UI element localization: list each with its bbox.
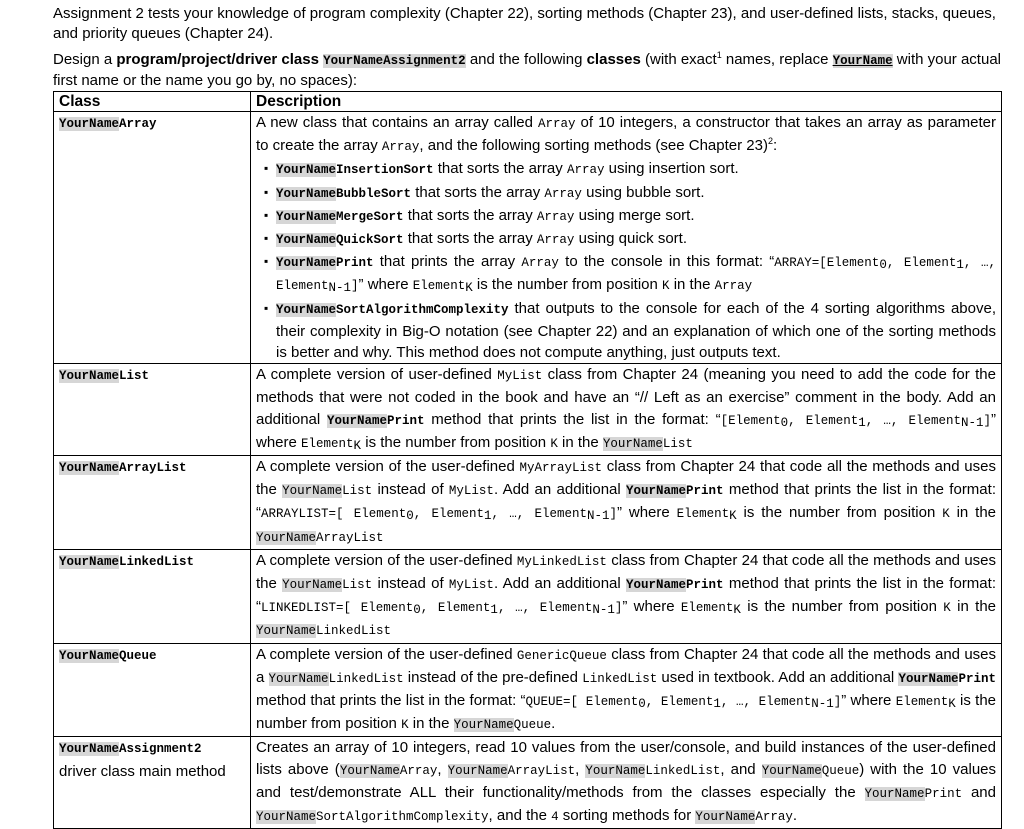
list-item: ▪ YourNameSortAlgorithmComplexity that outputs to the console for each of the 4 sorting algorithms above, their complexity in Big-O notation (see Chapter 22) and an explanation of which one of the sorting methods is better and why. This method does not compute anything, just outputs text. xyxy=(264,298,996,364)
footnote-marker: 1 xyxy=(716,50,722,60)
description-cell: Creates an array of 10 integers, read 10 values from the user/console, and build instances of the user-defined lists above (YourNameArray, YourNameArrayList, YourNameLinkedList, and YourNameQueue) with the 10 values and test/demonstrate ALL their functionality/methods from the classes especially the YourNamePrint and YourNameSortAlgorithmComplexity, and the 4 sorting methods for YourNameArray. xyxy=(251,737,1002,829)
header-class: Class xyxy=(54,92,251,112)
method-list xyxy=(256,158,996,363)
yourname-placeholder: YourName xyxy=(832,54,893,68)
class-cell: YourNameArray xyxy=(54,112,251,364)
table-row xyxy=(54,364,1002,456)
description-cell: A new class that contains an array called Array of 10 integers, a constructor that takes an array as parameter to create the array Array, and the following sorting methods (see Chapter 23)$^2$: ▪ YourNameInsertionSort that sorts the array Array using insertion sort. ▪ YourNameBubbleSort that sorts the array Array using bubble sort. ▪ YourNameMergeSort that sorts the array Array using merge sort. ▪ YourNameQuickSort that sorts the array Array using quick sort. ▪ YourNamePrint that prints the array Array to the console in this format: “ARRAY=[Element$_0$, Element$_1$, …, Element$_{N-1}$]” where Element$_K$ is the number from position K in the Array ▪ YourNameSortAlgorithmComplexity that outputs to the console for each of the 4 sorting algorithms above, their complexity in Big-O notation (see Chapter 22) and an explanation of which one of the sorting methods is better and why. This method does not compute anything, just outputs text. xyxy=(251,112,1002,364)
description-cell: A complete version of the user-defined GenericQueue class from Chapter 24 that code all the methods and uses a YourNameLinkedList instead of the pre-defined LinkedList used in textbook. Add an additional YourNamePrint method that prints the list in the format: “QUEUE=[ Element$_0$, Element$_1$, …, Element$_{N-1}$]” where Element$_K$ is the number from position K in the YourNameQueue. xyxy=(251,643,1002,737)
intro-paragraph: Assignment 2 tests your knowledge of program complexity (Chapter 22), sorting methods (Chapter 23), and user-defined lists, stacks, queues, and priority queues (Chapter 24). xyxy=(53,5,996,42)
list-item: ▪ YourNameInsertionSort that sorts the array Array using insertion sort. xyxy=(264,158,996,181)
list-item: ▪ YourNameMergeSort that sorts the array Array using merge sort. xyxy=(264,205,996,228)
description-cell: A complete version of user-defined MyList class from Chapter 24 (meaning you need to add the code for the methods that were not coded in the book and have an “// Left as an exercise” comment in the body. Add an additional YourNamePrint method that prints the list in the format: “[Element$_0$, Element$_1$, …, Element$_{N-1}$]” where Element$_K$ is the number from position K in the YourNameList xyxy=(251,364,1002,456)
table-row xyxy=(54,112,1002,364)
class-cell: YourNameAssignment2 driver class main method xyxy=(54,737,251,829)
description-cell: A complete version of the user-defined MyArrayList class from Chapter 24 that code all the methods and uses the YourNameList instead of MyList. Add an additional YourNamePrint method that prints the list in the format: “ARRAYLIST=[ Element$_0$, Element$_1$, …, Element$_{N-1}$]” where Element$_K$ is the number from position K in the YourNameArrayList xyxy=(251,456,1002,550)
list-item: ▪ YourNamePrint that prints the array Array to the console in this format: “ARRAY=[Element$_0$, Element$_1$, …, Element$_{N-1}$]” where Element$_K$ is the number from position K in the Array xyxy=(264,251,996,297)
driver-class-name: YourNameAssignment2 xyxy=(323,54,466,68)
class-cell: YourNameLinkedList xyxy=(54,549,251,643)
table-row xyxy=(54,643,1002,737)
design-paragraph: Design a program/project/driver class YourNameAssignment2 and the following classes (with exact$^1$ names, replace YourName with your actual first name or the name you go by, no spaces): xyxy=(53,50,1001,89)
list-item: ▪ YourNameBubbleSort that sorts the array Array using bubble sort. xyxy=(264,182,996,205)
table-header-row xyxy=(54,92,1002,112)
list-item: ▪ YourNameQuickSort that sorts the array Array using quick sort. xyxy=(264,228,996,251)
classes-table xyxy=(53,91,1002,829)
description-cell: A complete version of the user-defined MyLinkedList class from Chapter 24 that code all the methods and uses the YourNameList instead of MyList. Add an additional YourNamePrint method that prints the list in the format: “LINKEDLIST=[ Element$_0$, Element$_1$, …, Element$_{N-1}$]” where Element$_K$ is the number from position K in the YourNameLinkedList xyxy=(251,549,1002,643)
class-cell: YourNameList xyxy=(54,364,251,456)
table-row xyxy=(54,456,1002,550)
table-row xyxy=(54,737,1002,829)
table-row xyxy=(54,549,1002,643)
header-description: Description xyxy=(251,92,1002,112)
assignment-document xyxy=(53,0,1003,829)
class-cell: YourNameArrayList xyxy=(54,456,251,550)
class-cell: YourNameQueue xyxy=(54,643,251,737)
